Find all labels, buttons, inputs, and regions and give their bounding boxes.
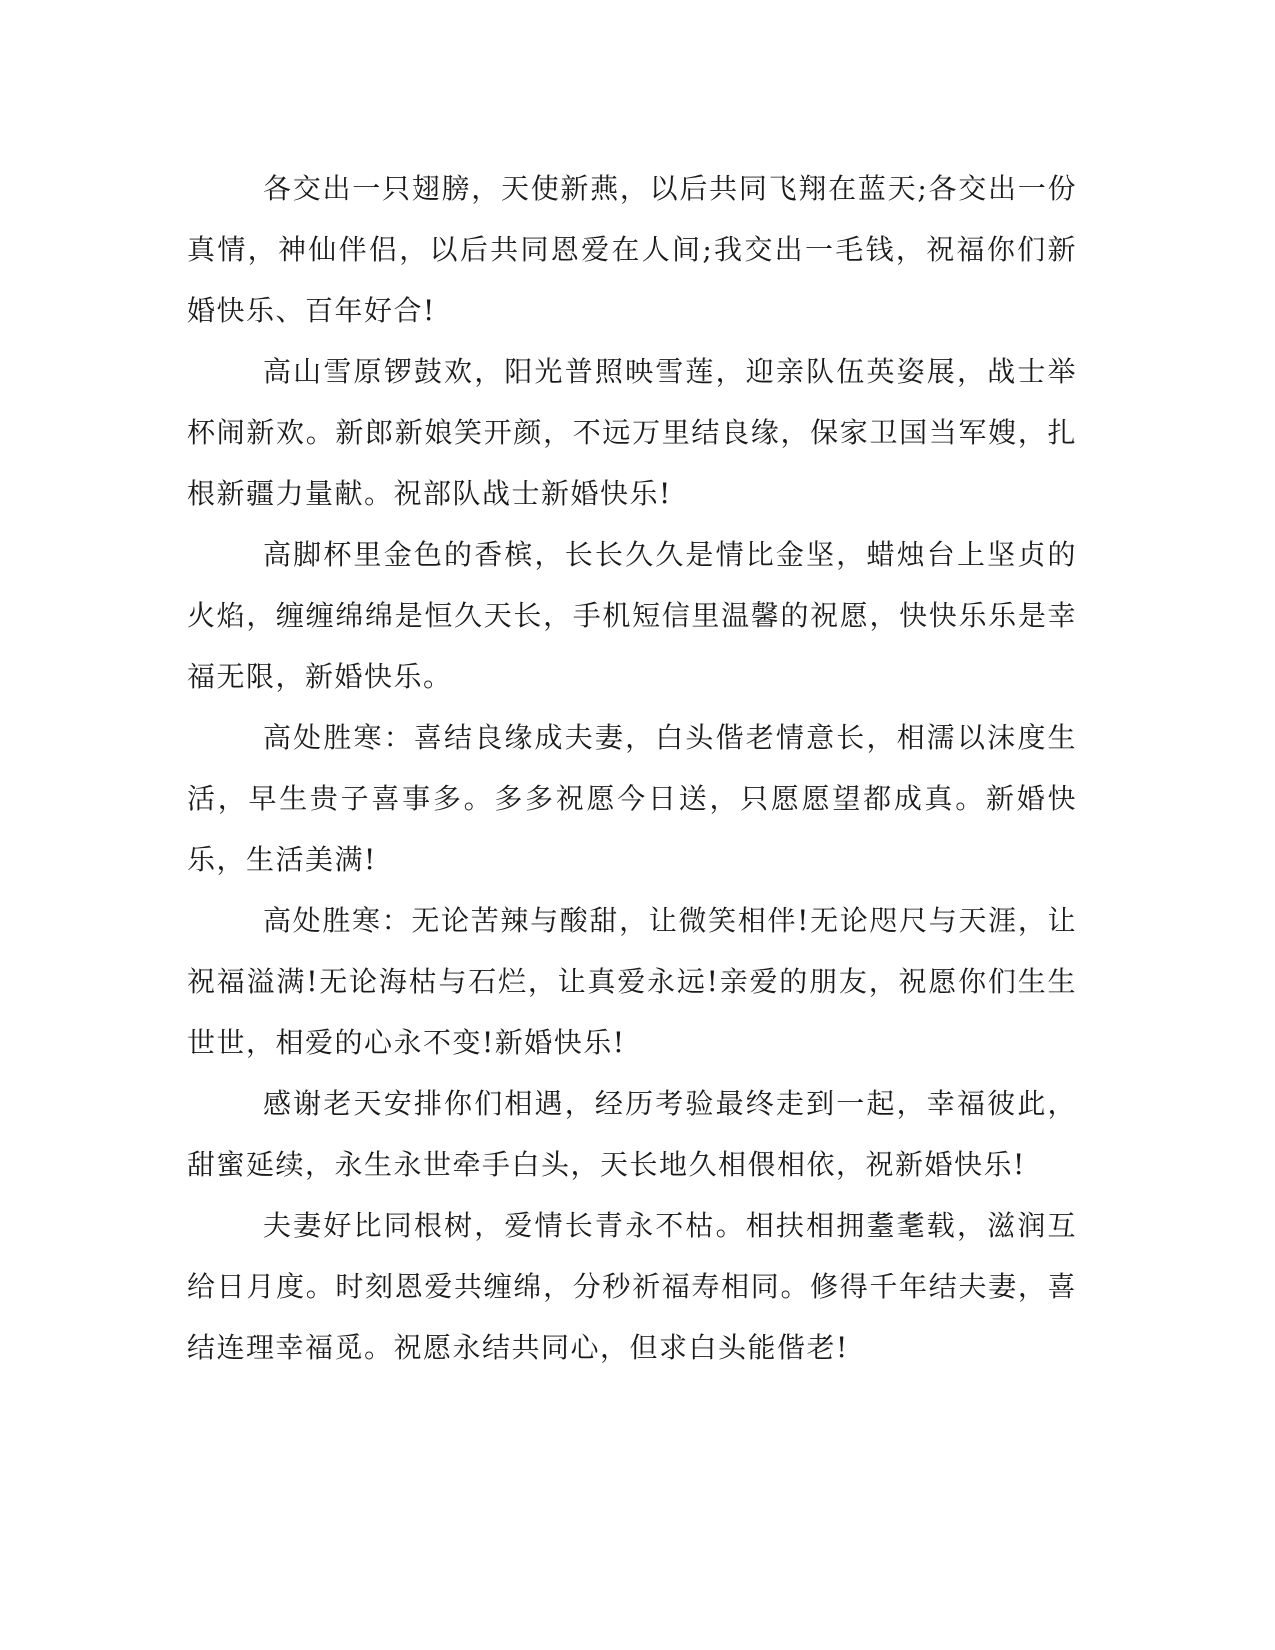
- paragraph: 感谢老天安排你们相遇，经历考验最终走到一起，幸福彼此，甜蜜延续，永生永世牵手白头，天长地久相偎相依，祝新婚快乐!: [187, 1087, 1077, 1181]
- paragraph: 高山雪原锣鼓欢，阳光普照映雪莲，迎亲队伍英姿展，战士举杯闹新欢。新郎新娘笑开颜，不远万里结良缘，保家卫国当军嫂，扎根新疆力量献。祝部队战士新婚快乐!: [187, 355, 1077, 510]
- paragraph: 高处胜寒：喜结良缘成夫妻，白头偕老情意长，相濡以沫度生活，早生贵子喜事多。多多祝愿今日送，只愿愿望都成真。新婚快乐，生活美满!: [187, 721, 1077, 876]
- paragraph: 各交出一只翅膀，天使新燕，以后共同飞翔在蓝天;各交出一份真情，神仙伴侣，以后共同恩爱在人间;我交出一毛钱，祝福你们新婚快乐、百年好合!: [187, 172, 1077, 327]
- paragraph: 高脚杯里金色的香槟，长长久久是情比金坚，蜡烛台上坚贞的火焰，缠缠绵绵是恒久天长，手机短信里温馨的祝愿，快快乐乐是幸福无限，新婚快乐。: [187, 538, 1077, 693]
- paragraph: 高处胜寒：无论苦辣与酸甜，让微笑相伴!无论咫尺与天涯，让祝福溢满!无论海枯与石烂，让真爱永远!亲爱的朋友，祝愿你们生生世世，相爱的心永不变!新婚快乐!: [187, 904, 1077, 1059]
- paragraph: 夫妻好比同根树，爱情长青永不枯。相扶相拥耋耄载，滋润互给日月度。时刻恩爱共缠绵，分秒祈福寿相同。修得千年结夫妻，喜结连理幸福觅。祝愿永结共同心，但求白头能偕老!: [187, 1209, 1077, 1364]
- document-body: [187, 158, 1077, 1378]
